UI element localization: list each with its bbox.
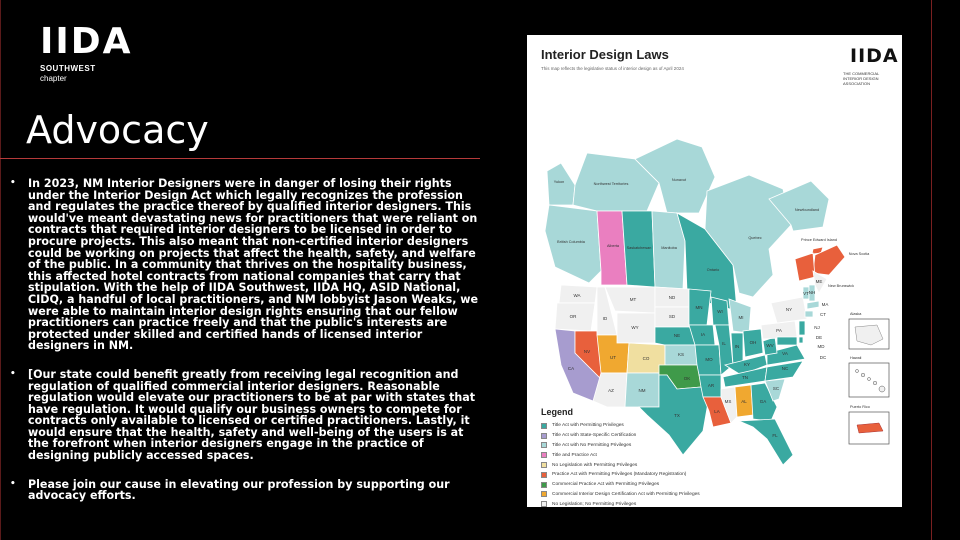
bullet-list xyxy=(10,178,486,519)
label-ia: IA xyxy=(700,332,706,337)
iida-logo xyxy=(40,21,133,83)
label-ms: MS xyxy=(724,399,732,404)
label-co: CO xyxy=(642,356,650,361)
bullet-item: • In 2023, NM Interior Designers were in danger of losing their rights under the Interior Design Act which legally recognizes the profession and regulates the practice thereof by qualified interior designers. This would've meant devastating news for practitioners that were reliant on contracts that required interior designers to be licensed in order to procure projects. This also meant that non-certified interior designers could be working on projects that affect the health, safety, and welfare of the public. In a community that thrives on the hospitality business, this affected hotel contracts from national companies that carry that stipulation. With the help of IIDA Southwest, IIDA HQ, ASID National, CIDQ, a handful of local practitioners, and NM lobbyist Jason Weaks, we were able to maintain interior design rights ensuring that our fellow practitioners can practice freely and that the public's interests are protected under skilled and certified hands of licensed interior designers in NM. xyxy=(10,178,486,352)
label-id: ID xyxy=(602,316,608,321)
label-mi: MI xyxy=(738,315,744,320)
legend-label: Title Act with No Permitting Privileges xyxy=(552,442,632,448)
legend-item xyxy=(541,499,781,509)
interior-design-laws-map xyxy=(527,35,902,507)
title-divider xyxy=(0,158,480,159)
map-card-logo-subtitle: THE COMMERCIAL INTERIOR DESIGN ASSOCIATION xyxy=(843,71,880,86)
label-dc: DC xyxy=(819,355,827,360)
legend-label: No Legislation with Permitting Privileges xyxy=(552,462,638,468)
label-new-brunswick: New Brunswick xyxy=(828,284,854,288)
label-sd: SD xyxy=(668,314,676,319)
legend-swatch xyxy=(541,462,547,468)
state-nj xyxy=(799,321,805,335)
label-pa: PA xyxy=(776,328,782,333)
label-bc: British Columbia xyxy=(557,240,585,244)
legend-item xyxy=(541,460,781,470)
label-alaska: Alaska xyxy=(850,312,862,316)
label-nv: NV xyxy=(583,349,591,354)
legend-label: Title Act with Permitting Privileges xyxy=(552,423,624,429)
label-mt: MT xyxy=(629,297,637,302)
label-ne: NE xyxy=(673,333,681,338)
label-md: MD xyxy=(817,344,825,349)
legend-item xyxy=(541,490,781,500)
logo-mark: IIDA xyxy=(40,21,133,62)
legend-item xyxy=(541,450,781,460)
label-nwt: Northwest Territories xyxy=(593,182,629,186)
label-ga: GA xyxy=(759,399,767,404)
legend-swatch xyxy=(541,442,547,448)
legend-swatch xyxy=(541,472,547,478)
label-nh: NH xyxy=(808,290,816,295)
label-quebec: Quebec xyxy=(748,236,762,240)
legend-item xyxy=(541,470,781,480)
label-alberta: Alberta xyxy=(606,244,620,248)
logo-chapter: chapter xyxy=(40,74,67,83)
slide-edge-right xyxy=(931,0,932,540)
label-wi: WI xyxy=(717,309,723,314)
label-ny: NY xyxy=(785,307,793,312)
legend-label: Commercial Practice Act with Permitting Privileges xyxy=(552,482,660,488)
label-az: AZ xyxy=(608,388,614,393)
map-legend xyxy=(541,407,781,509)
label-vt: VT xyxy=(803,291,809,296)
label-nc: NC xyxy=(781,366,789,371)
legend-swatch xyxy=(541,491,547,497)
legend-label: Title Act with State-Specific Certification xyxy=(552,433,637,439)
label-ok: OK xyxy=(683,376,691,381)
label-al: AL xyxy=(741,399,747,404)
label-nj: NJ xyxy=(814,325,820,330)
label-ar: AR xyxy=(707,383,715,388)
label-oh: OH xyxy=(749,340,757,345)
label-sc: SC xyxy=(772,386,780,391)
region-bc xyxy=(545,205,601,283)
label-me: ME xyxy=(815,279,823,284)
legend-label: Practice Act with Permitting Privileges (Mandatory Registration) xyxy=(552,472,687,478)
label-la: LA xyxy=(714,409,720,414)
map-subtitle: This map reflects the legislative status of interior design as of April 2024 xyxy=(541,66,684,71)
bullet-item: • [Our state could benefit greatly from receiving legal recognition and regulation of qualified commercial interior designers. Reasonable regulation would elevate our practitioners to be at par with states that have regulation. It would qualify our business owners to compete for contracts only available to licensed or certified practitioners. Lastly, it would ensure that the health, safety and well-being of the users is at the forefront when interior designers engage in the practice of designing publicly accessed spaces. xyxy=(10,369,486,462)
label-ct: CT xyxy=(820,312,826,317)
label-ontario: Ontario xyxy=(706,268,720,272)
state-de xyxy=(799,337,803,343)
legend-label: Commercial Interior Design Certification Act with Permitting Privileges xyxy=(552,491,700,497)
label-puerto-rico: Puerto Rico xyxy=(850,405,870,409)
label-tn: TN xyxy=(742,375,748,380)
bullet-item: • Please join our cause in elevating our profession by supporting our advocacy efforts. xyxy=(10,479,486,502)
label-wa: WA xyxy=(573,293,581,298)
legend-swatch xyxy=(541,423,547,429)
label-pei: Prince Edward Island xyxy=(801,238,837,242)
label-mo: MO xyxy=(705,357,713,362)
label-yukon: Yukon xyxy=(553,180,565,184)
legend-label: Title and Practice Act xyxy=(552,452,597,458)
label-de: DE xyxy=(815,335,823,340)
label-hawaii: Hawaii xyxy=(850,356,862,360)
label-nunavut: Nunavut xyxy=(671,178,687,182)
state-md xyxy=(777,337,797,345)
legend-swatch xyxy=(541,501,547,507)
logo-subtitle: SOUTHWEST xyxy=(40,64,96,73)
label-in: IN xyxy=(734,344,740,349)
label-nm: NM xyxy=(638,388,646,393)
map-title: Interior Design Laws xyxy=(541,47,669,62)
legend-item xyxy=(541,441,781,451)
label-manitoba: Manitoba xyxy=(661,246,677,250)
label-tx: TX xyxy=(674,413,680,418)
legend-label: No Legislation; No Permitting Privileges xyxy=(552,501,637,507)
legend-item xyxy=(541,431,781,441)
label-wv: WV xyxy=(766,343,774,348)
label-ks: KS xyxy=(677,352,685,357)
legend-item xyxy=(541,421,781,431)
legend-swatch xyxy=(541,482,547,488)
state-ma xyxy=(807,301,819,309)
region-yukon xyxy=(547,163,575,205)
slide-title: Advocacy xyxy=(26,108,209,152)
label-nova-scotia: Nova Scotia xyxy=(848,252,870,256)
label-va: VA xyxy=(782,351,788,356)
legend-title: Legend xyxy=(541,407,574,417)
legend-item xyxy=(541,480,781,490)
label-newfoundland: Newfoundland xyxy=(794,208,820,212)
label-wy: WY xyxy=(631,325,639,330)
label-ca: CA xyxy=(567,366,575,371)
legend-swatch xyxy=(541,452,547,458)
label-fl: FL xyxy=(772,433,778,438)
label-nd: ND xyxy=(668,295,676,300)
territory-pr xyxy=(857,423,883,433)
label-or: OR xyxy=(569,314,577,319)
region-new-brunswick xyxy=(795,253,815,281)
label-ut: UT xyxy=(610,355,616,360)
legend-swatch xyxy=(541,433,547,439)
map-card-logo: IIDA xyxy=(850,45,899,67)
slide-edge-left xyxy=(0,0,1,540)
label-mn: MN xyxy=(695,305,703,310)
label-sask: Saskatchewan xyxy=(626,246,652,250)
state-in xyxy=(731,333,743,365)
label-ma: MA xyxy=(821,302,829,307)
label-il: IL xyxy=(722,341,726,346)
state-ct xyxy=(805,311,813,317)
label-ky: KY xyxy=(743,362,751,367)
